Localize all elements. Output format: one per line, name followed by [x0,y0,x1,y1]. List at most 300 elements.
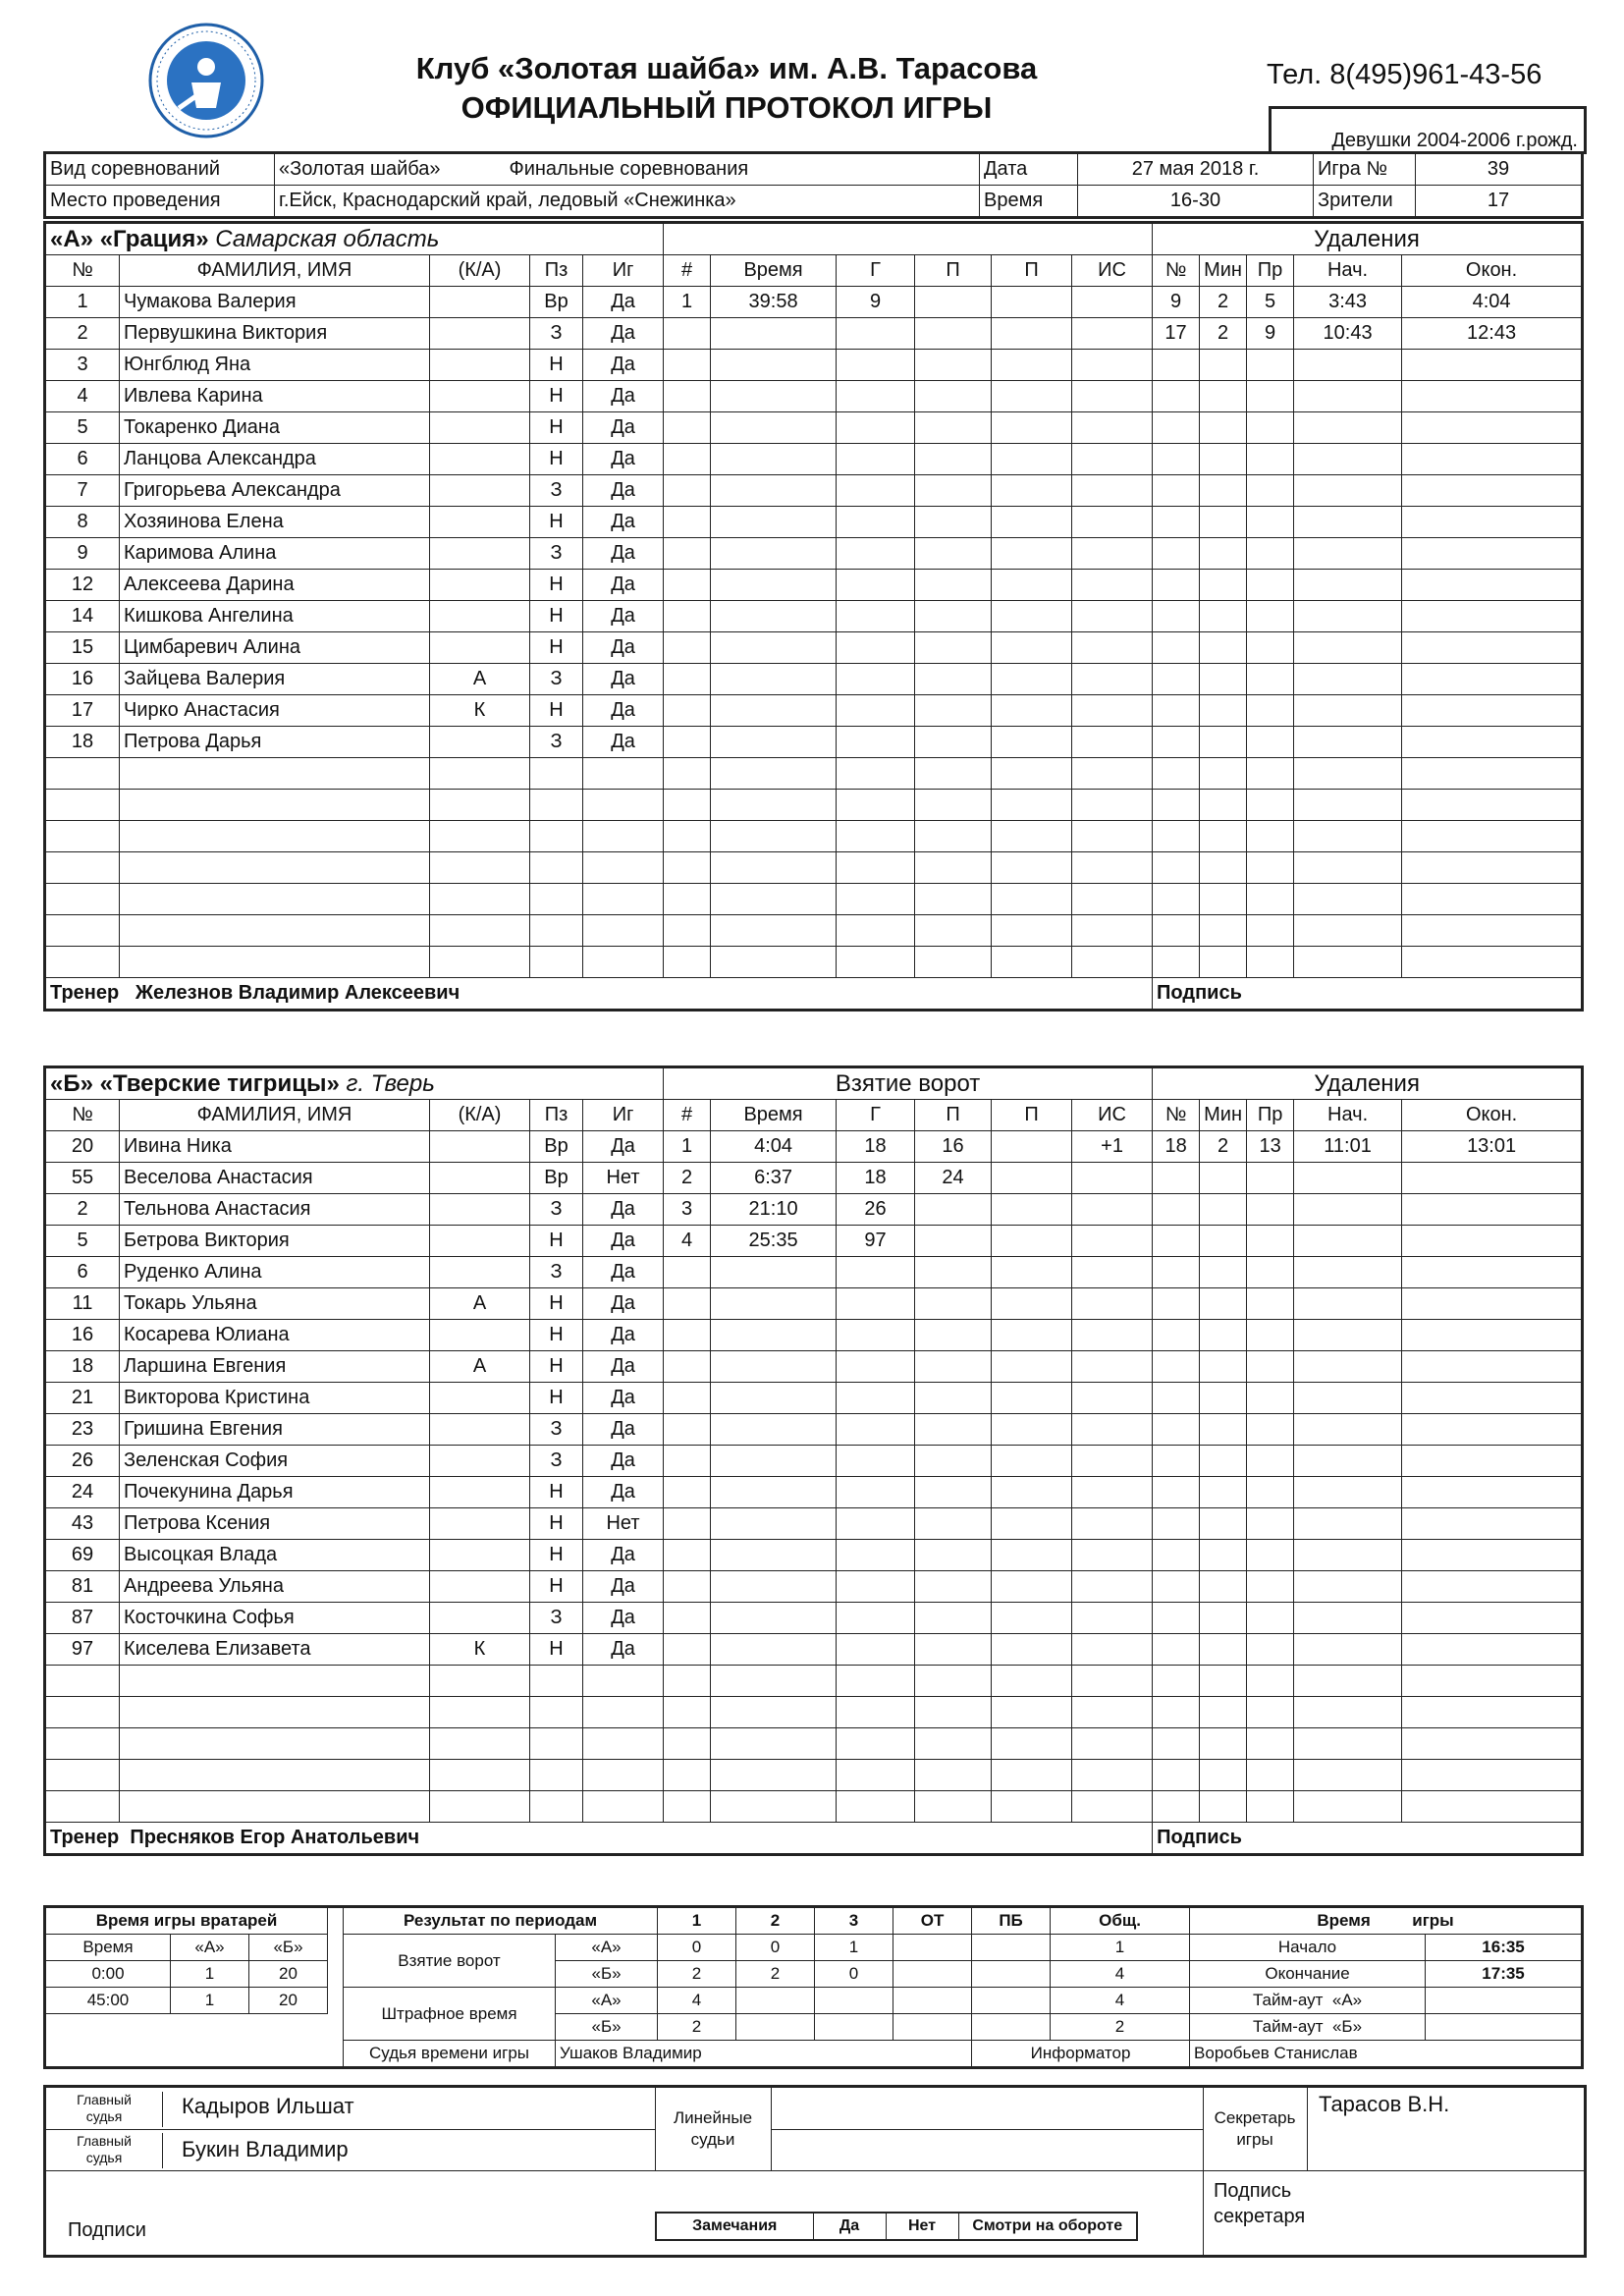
goal-assist-2 [992,1446,1072,1477]
penalty-reason [1247,1257,1294,1288]
player-position: Вр [530,1163,583,1194]
penalty-start [1294,1666,1402,1697]
goal-number: 2 [664,1163,711,1194]
player-position: Н [530,601,583,632]
goal-assist-2 [992,1414,1072,1446]
goal-assist-2 [992,287,1072,318]
player-row [45,1791,1583,1823]
goal-assist-1 [915,318,992,350]
penalty-start [1294,1320,1402,1351]
goal-assist-2 [992,1163,1072,1194]
player-number [45,1791,120,1823]
linesmen-label: Линейные [673,2108,753,2127]
penalty-player [1153,1194,1200,1226]
goal-scorer [837,1634,915,1666]
penalty-end [1402,1603,1583,1634]
pen-b-ot [893,2014,972,2041]
player-played: Да [583,1288,664,1320]
penalty-start [1294,444,1402,475]
penalty-end [1402,1728,1583,1760]
goal-strength [1072,1634,1153,1666]
goal-assist-1 [915,852,992,884]
goal-assist-1 [915,1728,992,1760]
goal-assist-2 [992,1697,1072,1728]
player-role [430,1446,530,1477]
penalty-minutes [1200,1603,1247,1634]
penalty-player [1153,632,1200,664]
player-role [430,1760,530,1791]
penalty-reason [1247,758,1294,790]
penalty-player [1153,1446,1200,1477]
informer-value: Воробьев Станислав [1190,2041,1583,2068]
penalty-start [1294,1728,1402,1760]
player-role [430,1508,530,1540]
goal-strength [1072,318,1153,350]
player-role [430,790,530,821]
goal-assist-1 [915,1257,992,1288]
penalty-reason [1247,1571,1294,1603]
penalty-minutes [1200,1320,1247,1351]
goal-scorer [837,695,915,727]
total-header: Общ. [1051,1907,1190,1935]
penalty-player [1153,1697,1200,1728]
player-name [120,1697,430,1728]
player-row [45,1414,1583,1446]
goal-assist-1 [915,1666,992,1697]
penalty-reason [1247,695,1294,727]
penalty-reason [1247,884,1294,915]
player-row [45,1383,1583,1414]
goal-strength [1072,1791,1153,1823]
penalty-reason [1247,507,1294,538]
penalty-minutes [1200,507,1247,538]
player-number: 24 [45,1477,120,1508]
team-b-table [43,1066,1584,1856]
player-number: 87 [45,1603,120,1634]
date-value: 27 мая 2018 г. [1078,153,1314,186]
player-name: Цимбаревич Алина [120,632,430,664]
penalty-start [1294,758,1402,790]
player-name [120,884,430,915]
penalty-reason [1247,632,1294,664]
player-name [120,1728,430,1760]
player-number [45,884,120,915]
goal-strength [1072,538,1153,570]
linesman-2 [771,2129,1204,2171]
penalty-minutes [1200,664,1247,695]
penalty-reason [1247,570,1294,601]
goal-time [711,1760,837,1791]
col-pen-no: № [1153,1100,1200,1131]
goal-strength [1072,1226,1153,1257]
penalty-minutes [1200,570,1247,601]
penalty-player [1153,381,1200,412]
penalty-minutes [1200,538,1247,570]
player-number: 69 [45,1540,120,1571]
goal-strength [1072,1540,1153,1571]
penalty-start [1294,632,1402,664]
goal-number: 3 [664,1194,711,1226]
penalty-end [1402,1288,1583,1320]
penalty-minutes [1200,632,1247,664]
player-played [583,915,664,947]
player-role [430,350,530,381]
penalty-start [1294,601,1402,632]
player-position: З [530,727,583,758]
penalty-start [1294,1508,1402,1540]
col-ka: (К/А) [430,255,530,287]
goal-strength [1072,758,1153,790]
goal-strength [1072,1477,1153,1508]
goals-a-total: 1 [1051,1935,1190,1961]
player-number: 7 [45,475,120,507]
time-label: Время [980,186,1078,218]
penalty-reason [1247,664,1294,695]
penalty-reason [1247,1760,1294,1791]
goal-number [664,1288,711,1320]
goal-assist-1 [915,1351,992,1383]
goals-label: Взятие ворот [344,1935,556,1988]
goal-scorer [837,1446,915,1477]
player-position [530,947,583,978]
player-role [430,538,530,570]
goals-a-ot [893,1935,972,1961]
col-no: № [45,255,120,287]
penalty-player [1153,915,1200,947]
player-name [120,821,430,852]
penalty-end [1402,412,1583,444]
penalty-start [1294,1288,1402,1320]
penalty-start [1294,1194,1402,1226]
goal-time [711,350,837,381]
goal-assist-1 [915,538,992,570]
penalty-start [1294,1477,1402,1508]
penalty-minutes: 2 [1200,318,1247,350]
col-p2: П [992,1100,1072,1131]
goal-number [664,1508,711,1540]
goal-time [711,1791,837,1823]
player-number: 20 [45,1131,120,1163]
player-role [430,318,530,350]
col-goal-no: # [664,255,711,287]
goal-strength [1072,287,1153,318]
player-number: 23 [45,1414,120,1446]
goals-a-p3: 1 [815,1935,893,1961]
goals-b-total: 4 [1051,1961,1190,1988]
player-role: А [430,664,530,695]
player-position: З [530,1446,583,1477]
penalty-end [1402,1477,1583,1508]
goal-scorer [837,1697,915,1728]
penalty-end [1402,1163,1583,1194]
goal-scorer [837,1666,915,1697]
col-pen-no: № [1153,255,1200,287]
player-role [430,507,530,538]
player-name: Юнгблюд Яна [120,350,430,381]
player-role [430,412,530,444]
player-row [45,632,1583,664]
penalty-start [1294,1226,1402,1257]
goal-assist-1 [915,1414,992,1446]
goal-assist-2 [992,570,1072,601]
col-name: ФАМИЛИЯ, ИМЯ [120,255,430,287]
player-position: Вр [530,1131,583,1163]
goal-number [664,1728,711,1760]
goal-assist-1 [915,1697,992,1728]
player-row [45,1477,1583,1508]
goal-assist-2 [992,1477,1072,1508]
player-row [45,1571,1583,1603]
goal-strength [1072,1163,1153,1194]
player-role [430,444,530,475]
player-name: Каримова Алина [120,538,430,570]
goal-scorer [837,1571,915,1603]
penalty-minutes [1200,1791,1247,1823]
player-row [45,695,1583,727]
player-position [530,758,583,790]
goal-assist-1 [915,444,992,475]
player-name: Петрова Ксения [120,1508,430,1540]
col-goal-time: Время [711,1100,837,1131]
goal-scorer [837,1760,915,1791]
player-played: Да [583,1634,664,1666]
goal-assist-2 [992,1728,1072,1760]
penalty-start [1294,1697,1402,1728]
penalty-end [1402,1383,1583,1414]
player-role [430,1603,530,1634]
penalty-reason [1247,947,1294,978]
player-played [583,1760,664,1791]
goal-assist-2 [992,1226,1072,1257]
goal-time [711,444,837,475]
player-name: Косарева Юлиана [120,1320,430,1351]
player-row [45,1351,1583,1383]
penalty-end [1402,1194,1583,1226]
penalty-player [1153,1603,1200,1634]
goal-assist-1 [915,695,992,727]
penalty-start [1294,1791,1402,1823]
goal-assist-2 [992,318,1072,350]
penalty-player [1153,350,1200,381]
secretary-sign-label: Подпись [1214,2180,1292,2202]
penalty-end [1402,632,1583,664]
player-name: Чирко Анастасия [120,695,430,727]
player-position: З [530,664,583,695]
goal-time: 4:04 [711,1131,837,1163]
goal-scorer [837,821,915,852]
player-name [120,758,430,790]
goal-time [711,727,837,758]
penalty-end: 12:43 [1402,318,1583,350]
goal-assist-2 [992,1603,1072,1634]
penalty-start [1294,1446,1402,1477]
goal-number [664,444,711,475]
club-logo [147,22,265,139]
goal-number [664,601,711,632]
player-number: 12 [45,570,120,601]
player-number: 16 [45,1320,120,1351]
referee-2-row [46,2129,656,2171]
player-number [45,915,120,947]
gk-row-b: 20 [249,1961,328,1988]
goal-assist-1 [915,1634,992,1666]
end-value: 17:35 [1426,1961,1583,1988]
goal-assist-2 [992,852,1072,884]
penalty-player [1153,1728,1200,1760]
pen-a-p1: 4 [658,1988,736,2014]
col-name: ФАМИЛИЯ, ИМЯ [120,1100,430,1131]
player-position: Н [530,1477,583,1508]
goal-assist-2 [992,1666,1072,1697]
gk-row-time: 0:00 [45,1961,171,1988]
penalty-reason [1247,1791,1294,1823]
penalty-reason [1247,1697,1294,1728]
col-start: Нач. [1294,1100,1402,1131]
player-row [45,1320,1583,1351]
player-role [430,1791,530,1823]
penalty-player [1153,758,1200,790]
goal-scorer [837,381,915,412]
penalty-player [1153,884,1200,915]
penalty-minutes [1200,758,1247,790]
secretary-cell [1307,2088,1584,2171]
goal-strength [1072,444,1153,475]
goals-a-pb [972,1935,1051,1961]
penalty-reason [1247,1477,1294,1508]
penalty-start [1294,1163,1402,1194]
penalty-reason [1247,821,1294,852]
linesmen-label-cell [655,2088,772,2171]
game-label: Игра № [1314,153,1416,186]
penalty-start [1294,1571,1402,1603]
player-played [583,1697,664,1728]
penalty-minutes [1200,1351,1247,1383]
penalty-reason: 13 [1247,1131,1294,1163]
goal-assist-1 [915,664,992,695]
player-row [45,1666,1583,1697]
goal-time [711,1351,837,1383]
goal-time [711,570,837,601]
player-role [430,1414,530,1446]
club-title: Клуб «Золотая шайба» им. А.В. Тарасова [415,51,1038,85]
penalty-end [1402,852,1583,884]
goal-scorer [837,852,915,884]
goal-time [711,1477,837,1508]
penalty-player: 18 [1153,1131,1200,1163]
player-played [583,947,664,978]
player-role [430,1697,530,1728]
gk-col-a: «А» [171,1935,249,1961]
goal-number [664,1571,711,1603]
player-position: Н [530,1226,583,1257]
penalty-minutes [1200,852,1247,884]
remarks-see-back[interactable]: Смотри на обороте [958,2213,1137,2240]
gk-col-b: «Б» [249,1935,328,1961]
goal-time [711,1540,837,1571]
penalty-end [1402,1414,1583,1446]
player-role [430,1540,530,1571]
col-goal-no: # [664,1100,711,1131]
player-position: Н [530,444,583,475]
player-name: Киселева Елизавета [120,1634,430,1666]
goal-scorer [837,915,915,947]
player-position: Н [530,1571,583,1603]
pen-team-b: «Б» [556,2014,658,2041]
penalty-minutes: 2 [1200,1131,1247,1163]
penalty-start [1294,1634,1402,1666]
goal-time [711,381,837,412]
goal-scorer [837,1540,915,1571]
penalty-start [1294,1540,1402,1571]
goal-assist-2 [992,947,1072,978]
goal-number [664,1383,711,1414]
penalty-reason [1247,1508,1294,1540]
player-played: Да [583,601,664,632]
penalty-reason [1247,1540,1294,1571]
penalty-player [1153,1383,1200,1414]
penalty-minutes [1200,821,1247,852]
info-table [43,151,1584,219]
player-role [430,1163,530,1194]
goal-strength [1072,1288,1153,1320]
penalty-start [1294,947,1402,978]
referee-2-label2: судья [85,2150,123,2165]
penalty-minutes [1200,1383,1247,1414]
player-number [45,852,120,884]
remarks-no[interactable]: Нет [886,2213,958,2240]
player-role: К [430,695,530,727]
penalty-end [1402,538,1583,570]
penalty-end [1402,695,1583,727]
player-played: Да [583,381,664,412]
penalty-minutes [1200,1666,1247,1697]
goal-time [711,790,837,821]
goal-assist-2 [992,412,1072,444]
penalty-player [1153,821,1200,852]
goal-scorer [837,412,915,444]
goal-assist-1 [915,884,992,915]
goal-strength: +1 [1072,1131,1153,1163]
goal-number [664,1603,711,1634]
penalty-player [1153,1414,1200,1446]
goal-scorer [837,1351,915,1383]
player-position: Н [530,507,583,538]
goals-a-p2: 0 [736,1935,815,1961]
place-label: Место проведения [45,186,275,218]
penalty-minutes [1200,1414,1247,1446]
goal-assist-2 [992,1760,1072,1791]
goal-number [664,1320,711,1351]
penalty-reason [1247,1446,1294,1477]
remarks-yes[interactable]: Да [813,2213,886,2240]
player-name: Косточкина Софья [120,1603,430,1634]
player-played: Да [583,1131,664,1163]
goal-scorer [837,790,915,821]
penalty-end [1402,1226,1583,1257]
gk-row-time: 45:00 [45,1988,171,2014]
penalty-end [1402,664,1583,695]
player-name: Бетрова Виктория [120,1226,430,1257]
player-name: Алексеева Дарина [120,570,430,601]
player-role [430,475,530,507]
player-role [430,1226,530,1257]
player-number [45,790,120,821]
player-name: Андреева Ульяна [120,1571,430,1603]
goal-number [664,790,711,821]
col-ka: (К/А) [430,1100,530,1131]
penalty-reason [1247,1320,1294,1351]
player-name: Ивлева Карина [120,381,430,412]
